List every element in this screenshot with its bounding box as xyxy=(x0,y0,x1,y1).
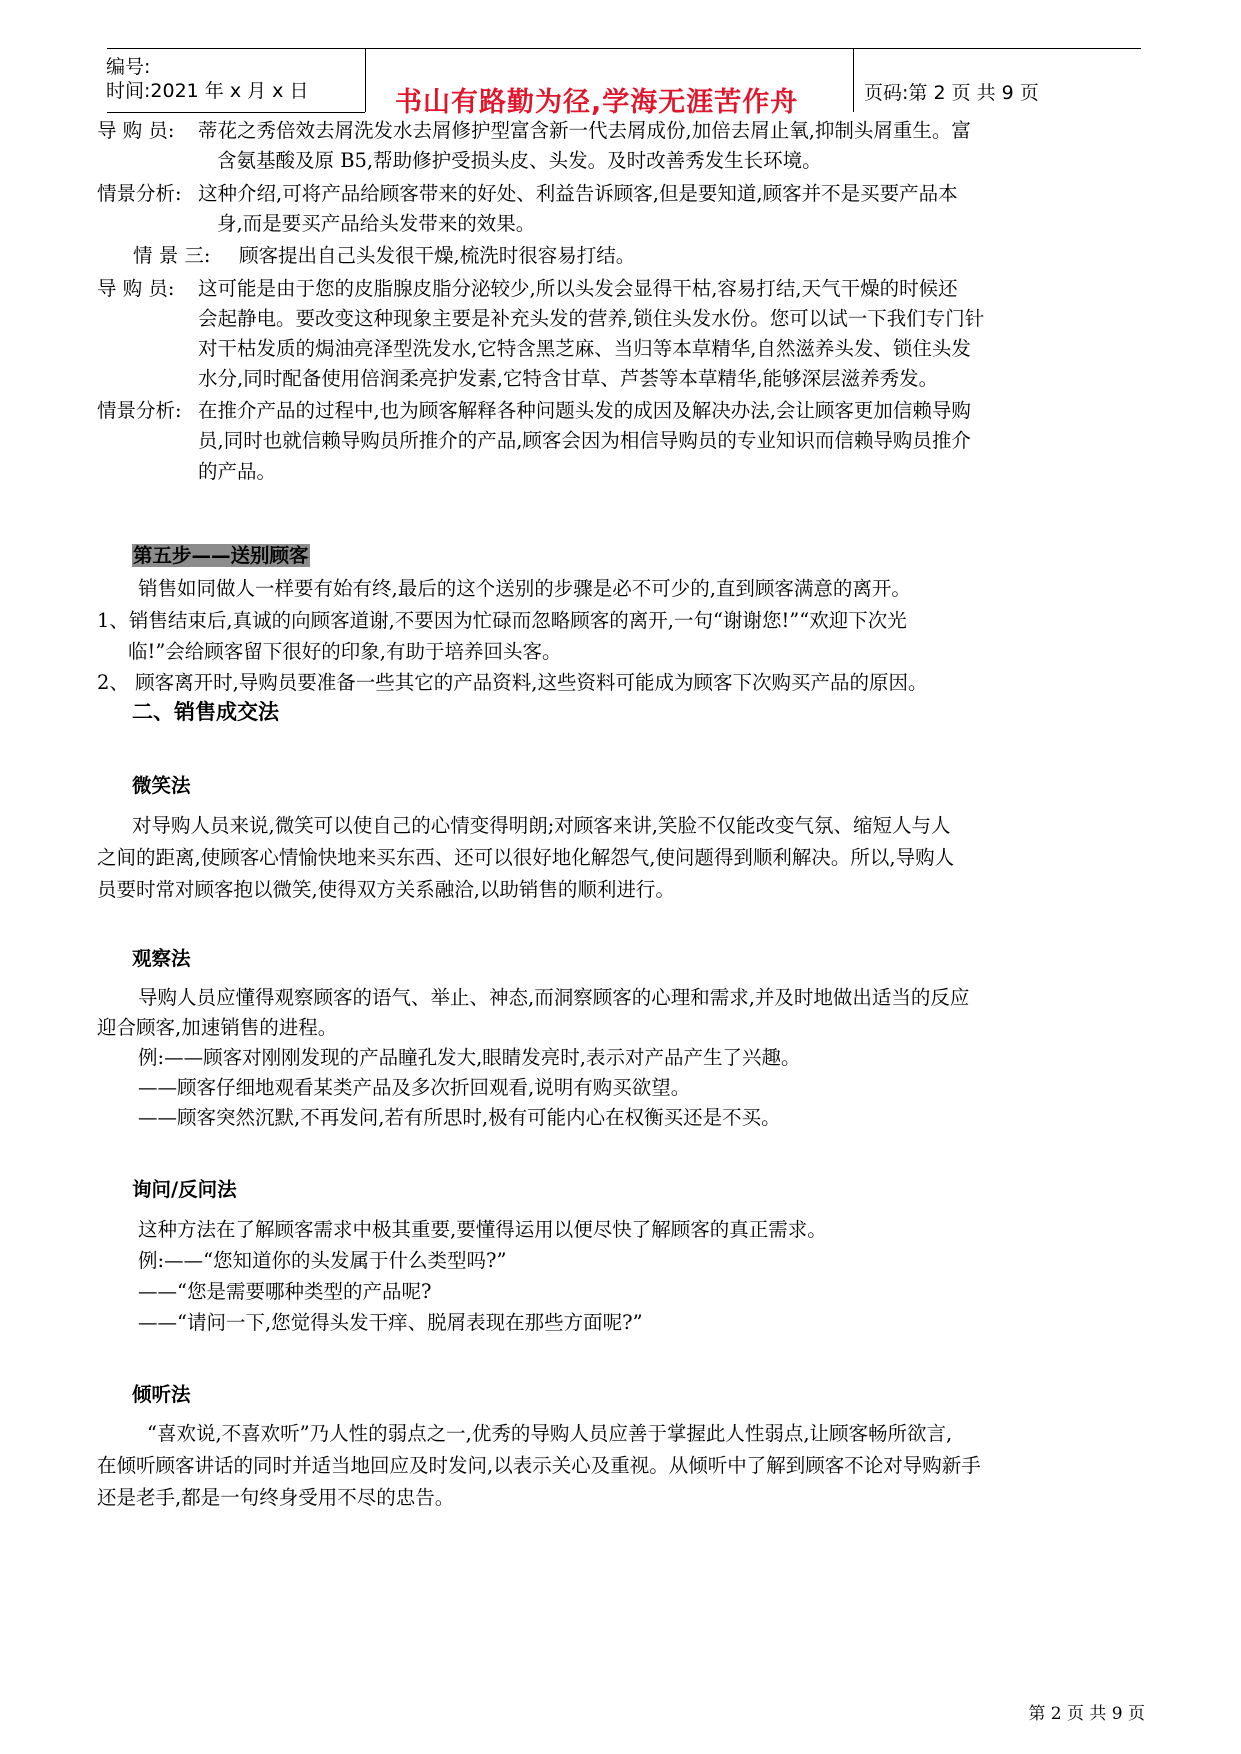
header-divider-right xyxy=(853,48,854,112)
observe-line: 例:——顾客对刚刚发现的产品瞳孔发大,眼睛发亮时,表示对产品产生了兴趣。 xyxy=(138,1046,801,1069)
dialogue-line: 水分,同时配备使用倍润柔亮护发素,它特含甘草、芦荟等本草精华,能够深层滋养秀发。 xyxy=(198,367,939,390)
step5-title: 第五步——送别顾客 xyxy=(133,544,309,567)
motto: 书山有路勤为径,学海无涯苦作舟 xyxy=(395,87,799,118)
smile-line: 对导购人员来说,微笑可以使自己的心情变得明朗;对顾客来讲,笑脸不仅能改变气氛、缩短人与人 xyxy=(132,814,951,837)
header-bottom-rule xyxy=(107,112,365,113)
dialogue-label: 情景分析: xyxy=(97,399,182,422)
dialogue-line: 这可能是由于您的皮脂腺皮脂分泌较少,所以头发会显得干枯,容易打结,天气干燥的时候还 xyxy=(198,277,958,300)
dialogue-label: 情 景 三: xyxy=(133,244,211,267)
listen-line: 在倾听顾客讲话的同时并适当地回应及时发问,以表示关心及重视。从倾听中了解到顾客不论对导购新手 xyxy=(97,1454,981,1477)
listen-line: 还是老手,都是一句终身受用不尽的忠告。 xyxy=(97,1486,455,1509)
step5-item-1-cont: 临!”会给顾客留下很好的印象,有助于培养回头客。 xyxy=(128,640,562,663)
listen-line: “喜欢说,不喜欢听”乃人性的弱点之一,优秀的导购人员应善于掌握此人性弱点,让顾客畅所欲言, xyxy=(147,1422,953,1445)
time-label: 时间:2021 年 x 月 x 日 xyxy=(106,80,309,102)
header-divider-left xyxy=(365,48,366,112)
ask-line: ——“您是需要哪种类型的产品呢? xyxy=(138,1280,432,1303)
dialogue-line: 的产品。 xyxy=(198,460,277,483)
ask-line: 例:——“您知道你的头发属于什么类型吗?” xyxy=(138,1249,507,1272)
dialogue-label: 情景分析: xyxy=(97,182,182,205)
serial-label: 编号: xyxy=(106,56,151,78)
step5-item-1: 1、销售结束后,真诚的向顾客道谢,不要因为忙碌而忽略顾客的离开,一句“谢谢您!”“欢迎下次光 xyxy=(97,609,907,632)
step5-intro: 销售如同做人一样要有始有终,最后的这个送别的步骤是必不可少的,直到顾客满意的离开。 xyxy=(138,577,911,600)
dialogue-line: 身,而是要买产品给头发带来的效果。 xyxy=(217,212,536,235)
ask-line: ——“请问一下,您觉得头发干痒、脱屑表现在那些方面呢?” xyxy=(138,1311,643,1334)
dialogue-line: 这种介绍,可将产品给顾客带来的好处、利益告诉顾客,但是要知道,顾客并不是买要产品本 xyxy=(198,182,958,205)
observe-line: 迎合顾客,加速销售的进程。 xyxy=(97,1016,338,1039)
dialogue-label: 导 购 员: xyxy=(97,119,175,142)
page-info: 页码:第 2 页 共 9 页 xyxy=(864,82,1039,104)
section2-title: 二、销售成交法 xyxy=(132,700,279,724)
observe-line: ——顾客突然沉默,不再发问,若有所思时,极有可能内心在权衡买还是不买。 xyxy=(138,1106,781,1129)
observe-line: 导购人员应懂得观察顾客的语气、举止、神态,而洞察顾客的心理和需求,并及时地做出适当的反应 xyxy=(138,986,970,1009)
dialogue-line: 员,同时也就信赖导购员所推介的产品,顾客会因为相信导购员的专业知识而信赖导购员推介 xyxy=(198,429,971,452)
ask-title: 询问/反问法 xyxy=(132,1178,237,1201)
observe-line: ——顾客仔细地观看某类产品及多次折回观看,说明有购买欲望。 xyxy=(138,1076,691,1099)
dialogue-line: 含氨基酸及原 B5,帮助修护受损头皮、头发。及时改善秀发生长环境。 xyxy=(217,149,822,172)
header-top-rule xyxy=(107,48,1141,49)
step5-heading xyxy=(132,540,310,571)
smile-line: 员要时常对顾客抱以微笑,使得双方关系融洽,以助销售的顺利进行。 xyxy=(97,878,675,901)
dialogue-line: 对干枯发质的焗油亮泽型洗发水,它特含黑芝麻、当归等本草精华,自然滋养头发、锁住头发 xyxy=(198,337,971,360)
listen-title: 倾听法 xyxy=(132,1383,191,1406)
dialogue-line: 顾客提出自己头发很干燥,梳洗时很容易打结。 xyxy=(239,244,636,267)
step5-item-2: 2、 顾客离开时,导购员要准备一些其它的产品资料,这些资料可能成为顾客下次购买产品的原因。 xyxy=(97,671,928,694)
dialogue-label: 导 购 员: xyxy=(97,277,175,300)
smile-title: 微笑法 xyxy=(132,774,191,797)
ask-line: 这种方法在了解顾客需求中极其重要,要懂得运用以便尽快了解顾客的真正需求。 xyxy=(138,1218,827,1241)
dialogue-line: 会起静电。要改变这种现象主要是补充头发的营养,锁住头发水份。您可以试一下我们专门针 xyxy=(198,307,985,330)
dialogue-line: 在推介产品的过程中,也为顾客解释各种问题头发的成因及解决办法,会让顾客更加信赖导购 xyxy=(198,399,971,422)
observe-title: 观察法 xyxy=(132,947,191,970)
dialogue-line: 蒂花之秀倍效去屑洗发水去屑修护型富含新一代去屑成份,加倍去屑止氧,抑制头屑重生。富 xyxy=(198,119,971,142)
smile-line: 之间的距离,使顾客心情愉快地来买东西、还可以很好地化解怨气,使问题得到顺利解决。所以,导购人 xyxy=(97,846,955,869)
page-footer: 第 2 页 共 9 页 xyxy=(1028,1704,1145,1724)
